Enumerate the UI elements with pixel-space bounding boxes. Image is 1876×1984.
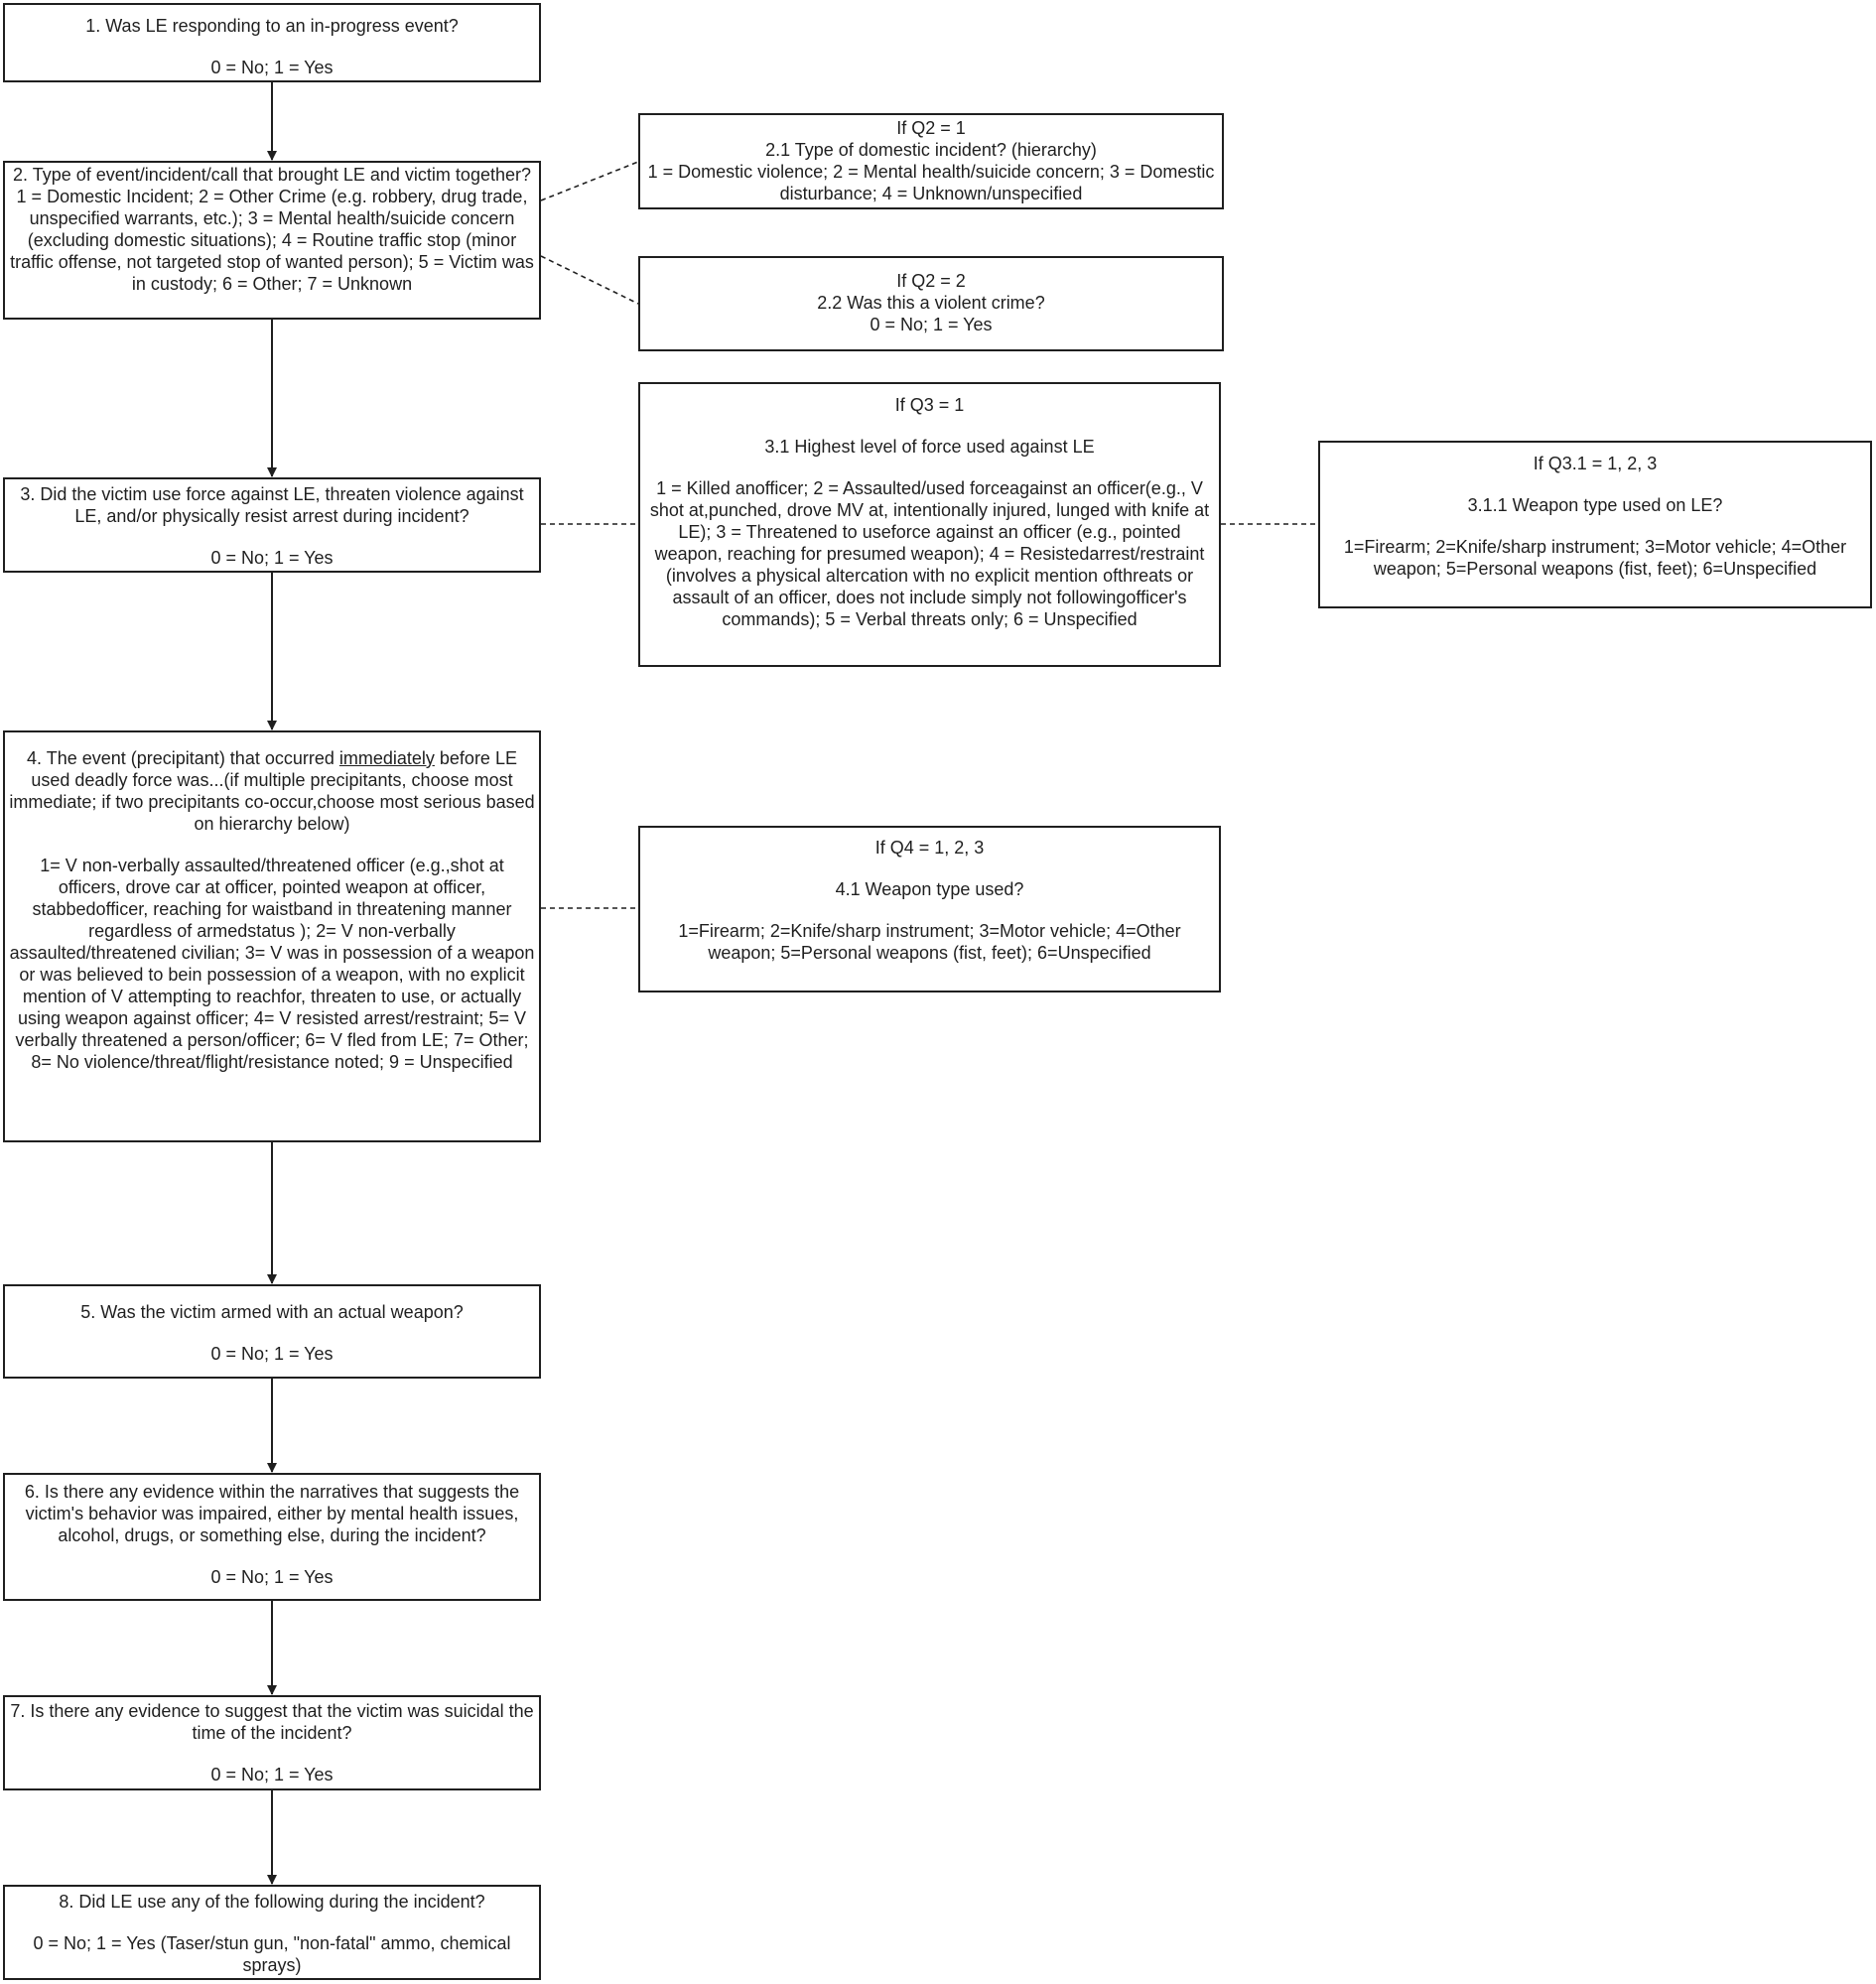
q8-answer: 0 = No; 1 = Yes (Taser/stun gun, "non-fatal" ammo, chemical sprays): [33, 1933, 511, 1975]
q1-question: 1. Was LE responding to an in-progress event?: [85, 16, 459, 36]
node-q4-1: [638, 826, 1221, 992]
q6-question: 6. Is there any evidence within the narratives that suggests the victim's behavior was impaired, either by mental health issues, alcohol, drugs, or something else, during the incident?: [24, 1482, 520, 1545]
node-q6: [3, 1473, 541, 1601]
node-q4: [3, 730, 541, 1142]
q3-1-1-question: 3.1.1 Weapon type used on LE?: [1467, 495, 1723, 515]
node-q5: [3, 1284, 541, 1379]
q2-1-condition: If Q2 = 1: [896, 118, 966, 138]
node-q1: [3, 3, 541, 82]
q4-question-post: before LE used deadly force was...(if multiple precipitants, choose most immediate; if two precipitants co-occur,choose most serious based on hierarchy below): [9, 748, 535, 834]
node-q2-2: [638, 256, 1224, 351]
q3-question: 3. Did the victim use force against LE, threaten violence against LE, and/or physically resist arrest during incident?: [20, 484, 524, 526]
edge-q2-q2-1: [541, 162, 638, 200]
edge-q2-q2-2: [541, 256, 638, 304]
q8-question: 8. Did LE use any of the following during the incident?: [59, 1892, 485, 1912]
q2-1-question: 2.1 Type of domestic incident? (hierarchy): [765, 140, 1097, 160]
q4-1-condition: If Q4 = 1, 2, 3: [874, 838, 985, 858]
q2-1-answer: 1 = Domestic violence; 2 = Mental health/suicide concern; 3 = Domestic disturbance; 4 = Unknown/unspecified: [647, 162, 1215, 203]
q3-1-answer: 1 = Killed anofficer; 2 = Assaulted/used forceagainst an officer(e.g., V shot at,punched, drove MV at, intentionally injured, lunged with knife at LE); 3 = Threatened to useforce against an officer (e.g., pointed weapon, reaching for presumed weapon); 4 = Resistedarrest/restraint (involves a physical altercation with no explicit mention ofthreats or assault of an officer, does not include simply not followingofficer's commands); 5 = Verbal threats only; 6 = Unspecified: [649, 478, 1210, 629]
node-q2: [3, 161, 541, 320]
q7-answer: 0 = No; 1 = Yes: [210, 1765, 334, 1785]
q5-question: 5. Was the victim armed with an actual weapon?: [80, 1302, 464, 1322]
node-q3-1-1: [1318, 441, 1872, 608]
node-q8: [3, 1885, 541, 1980]
node-q3-1: [638, 382, 1221, 667]
q4-question-emphasis: immediately: [338, 748, 435, 768]
q6-answer: 0 = No; 1 = Yes: [210, 1567, 334, 1587]
q2-2-condition: If Q2 = 2: [896, 271, 966, 291]
q4-1-question: 4.1 Weapon type used?: [835, 879, 1024, 899]
q3-1-question: 3.1 Highest level of force used against LE: [764, 437, 1095, 457]
q4-question: [9, 747, 535, 835]
node-q7: [3, 1695, 541, 1790]
node-q3: [3, 477, 541, 573]
node-q2-1: [638, 113, 1224, 209]
q3-1-condition: If Q3 = 1: [894, 395, 965, 415]
q7-question: 7. Is there any evidence to suggest that the victim was suicidal the time of the incident?: [10, 1701, 534, 1743]
q5-answer: 0 = No; 1 = Yes: [210, 1344, 334, 1364]
q2-2-answer: 0 = No; 1 = Yes: [870, 315, 993, 334]
q2-2-question: 2.2 Was this a violent crime?: [817, 293, 1045, 313]
q4-question-pre: 4. The event (precipitant) that occurred: [27, 748, 339, 768]
q1-answer: 0 = No; 1 = Yes: [210, 58, 334, 77]
q4-answer: 1= V non-verbally assaulted/threatened officer (e.g.,shot at officers, drove car at officer, pointed weapon at officer, stabbedofficer, reaching for waistband in threatening manner regardless of armedstatus ); 2= V non-verbally assaulted/threatened civilian; 3= V was in possession of a weapon or was believed to bein possession of a weapon, with no explicit mention of V attempting to reachfor, threaten to use, or actually using weapon against officer; 4= V resisted arrest/restraint; 5= V verbally threatened a person/officer; 6= V fled from LE; 7= Other; 8= No violence/threat/flight/resistance noted; 9 = Unspecified: [9, 856, 535, 1072]
q3-1-1-condition: If Q3.1 = 1, 2, 3: [1533, 454, 1658, 473]
q3-1-1-answer: 1=Firearm; 2=Knife/sharp instrument; 3=Motor vehicle; 4=Other weapon; 5=Personal weapons (fist, feet); 6=Unspecified: [1343, 537, 1847, 579]
q4-1-answer: 1=Firearm; 2=Knife/sharp instrument; 3=Motor vehicle; 4=Other weapon; 5=Personal weapons (fist, feet); 6=Unspecified: [678, 921, 1181, 963]
q2-answer: 1 = Domestic Incident; 2 = Other Crime (e.g. robbery, drug trade, unspecified warrants, etc.); 3 = Mental health/suicide concern (excluding domestic situations); 4 = Routine traffic stop (minor traffic offense, not targeted stop of wanted person); 5 = Victim was in custody; 6 = Other; 7 = Unknown: [10, 187, 534, 294]
q2-question: 2. Type of event/incident/call that brought LE and victim together?: [13, 165, 531, 185]
q3-answer: 0 = No; 1 = Yes: [210, 548, 334, 568]
